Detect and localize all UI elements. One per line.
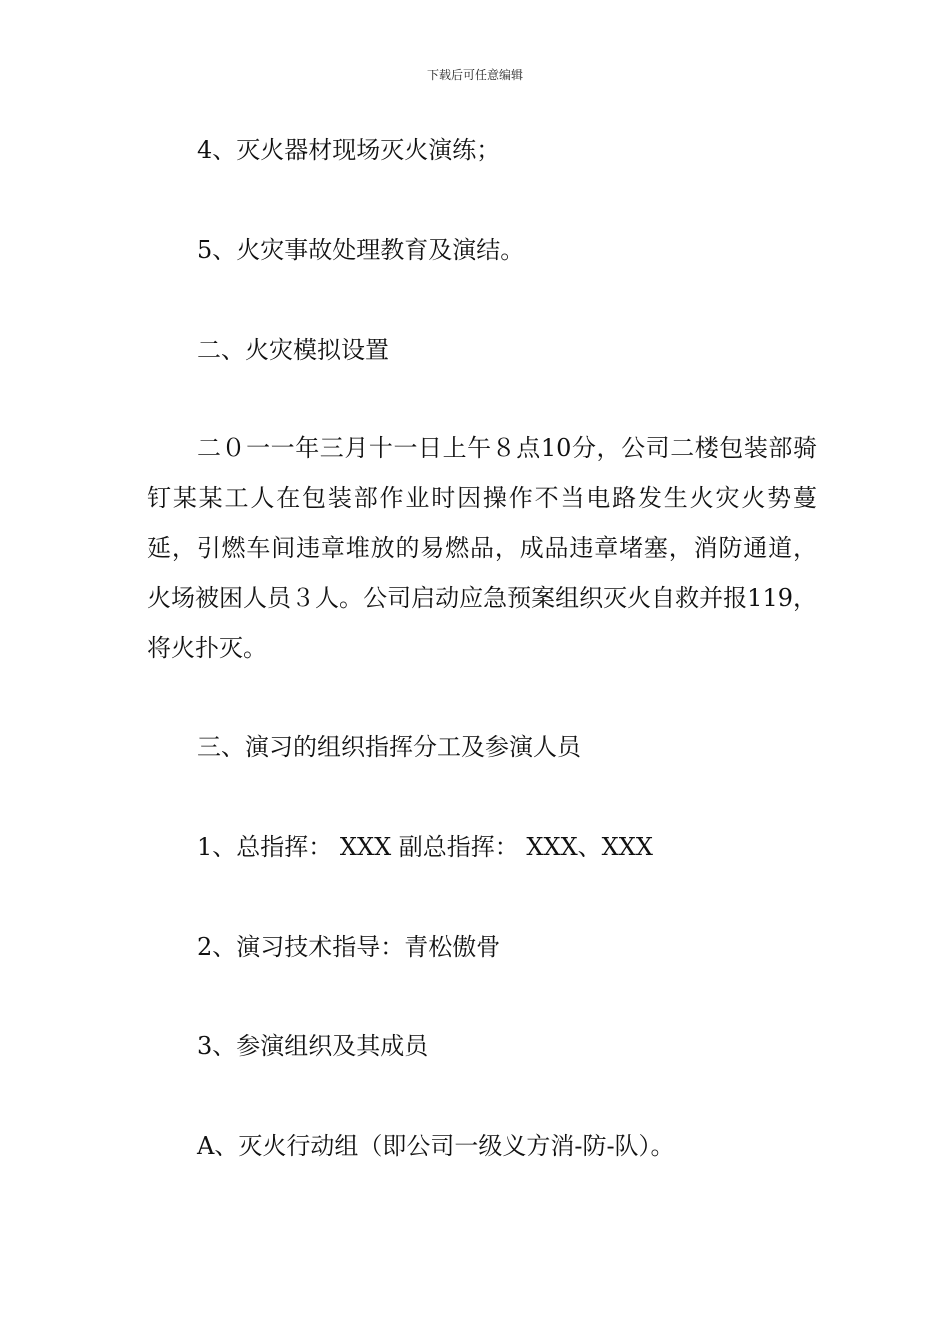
- list-item-4: 4、灭火器材现场灭火演练；: [197, 136, 501, 164]
- list-item-5: 5、火灾事故处理教育及演结。: [197, 236, 525, 264]
- group-item-a: A、灭火行动组（即公司一级义方消-防-队）。: [197, 1132, 675, 1160]
- command-item-3: 3、参演组织及其成员: [197, 1032, 429, 1060]
- header-note: 下载后可任意编辑: [426, 68, 523, 82]
- command-item-2: 2、演习技术指导：青松傲骨: [197, 933, 501, 961]
- section-2-paragraph: 二０一一年三月十一日上午８点10分，公司二楼包装部骑钉某某工人在包装部作业时因操作不当电路发生火灾火势蔓延，引燃车间违章堆放的易燃品，成品违章堵塞，消防通道，火场被困人员３人。公司启动应急预案组织灭火自救并报119，将火扑灭。: [147, 434, 817, 662]
- section-heading-3: 三、演习的组织指挥分工及参演人员: [197, 733, 581, 761]
- command-item-1: 1、总指挥： XXX 副总指挥： XXX、XXX: [197, 833, 653, 861]
- section-heading-2: 二、火灾模拟设置: [197, 336, 389, 364]
